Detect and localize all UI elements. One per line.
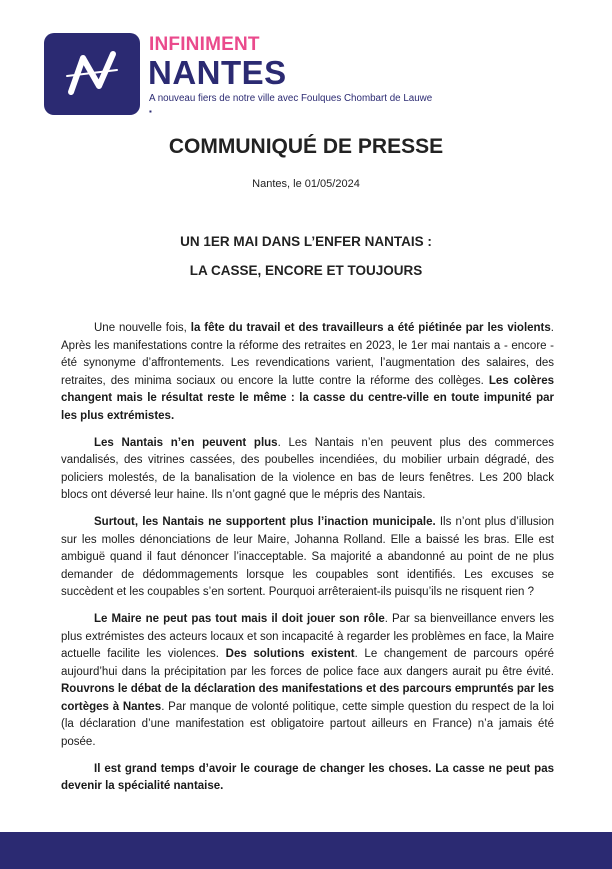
paragraph-5: Il est grand temps d’avoir le courage de changer les choses. La casse ne peut pas devenir la spécialité nantaise.	[61, 762, 554, 793]
paragraph-1: Une nouvelle fois, la fête du travail et des travailleurs a été piétinée par les violents. Après les manifestations contre la réforme des retraites en 2023, le 1er mai nantais a - encore - été synonyme d’affrontements. Les revendications varient, l’augmentation des salaires, des retraites, des minima sociaux ou encore la lutte contre la réforme des collèges. Les colères changent mais le résultat reste le même : la casse du centre-ville en toute impunité par les plus extrémistes.	[61, 322, 554, 422]
footer-bar	[0, 832, 612, 869]
n-logo-icon	[61, 46, 123, 102]
headline-line-1: UN 1ER MAI DANS L’ENFER NANTAIS :	[180, 234, 432, 249]
brand-tagline: A nouveau fiers de notre ville avec Foulques Chombart de Lauwe	[149, 93, 433, 104]
paragraph-4: Le Maire ne peut pas tout mais il doit jouer son rôle. Par sa bienveillance envers les plus extrémistes des acteurs locaux et son incapacité à regarder les problèmes en face, la Maire actuelle facilite les violences. Des solutions existent. Le changement de parcours opéré aujourd’hui dans la précipitation par les forces de police face aux dangers aurait pu être évité. Rouvrons le débat de la déclaration des manifestations et des parcours empruntés par les cortèges à Nantes. Par manque de volonté politique, cette simple question du respect de la loi (la déclaration d’une manifestation est obligatoire partout ailleurs en France) n’a jamais été posée.	[61, 612, 555, 749]
document-title: COMMUNIQUÉ DE PRESSE	[168, 135, 444, 158]
headline-line-2: LA CASSE, ENCORE ET TOUJOURS	[189, 263, 423, 278]
document-date: Nantes, le 01/05/2024	[252, 178, 360, 190]
tagline-mark: ▪	[149, 107, 152, 116]
brand-logo	[44, 33, 140, 115]
brand-name-top: INFINIMENT	[149, 34, 260, 55]
paragraph-2: Les Nantais n’en peuvent plus. Les Nantais n’en peuvent plus des commerces vandalisés, des vitrines cassées, des poubelles incendiées, du mobilier urbain dégradé, des policiers molestés, de la banalisation de la violence en bas de leurs fenêtres. Les 200 black blocs ont déversé leur haine. Ils n’ont gagné que le mépris des Nantais.	[61, 436, 555, 502]
brand-name-main: NANTES	[148, 54, 287, 91]
paragraph-3: Surtout, les Nantais ne supportent plus l’inaction municipale. Ils n’ont plus d’illusion sur les molles dénonciations de leur Maire, Johanna Rolland. Elle a baissé les bras. Elle est ambiguë quand il faut dénoncer l’inacceptable. Sa majorité a abandonné au point de ne plus demander de dédommagements lorsque les coupables sont identifiés. Les excuses se succèdent et les coupables s’en sortent. Pourquoi arrêteraient-ils puisqu’ils ne risquent rien ?	[61, 515, 555, 599]
press-release-body	[61, 320, 554, 805]
